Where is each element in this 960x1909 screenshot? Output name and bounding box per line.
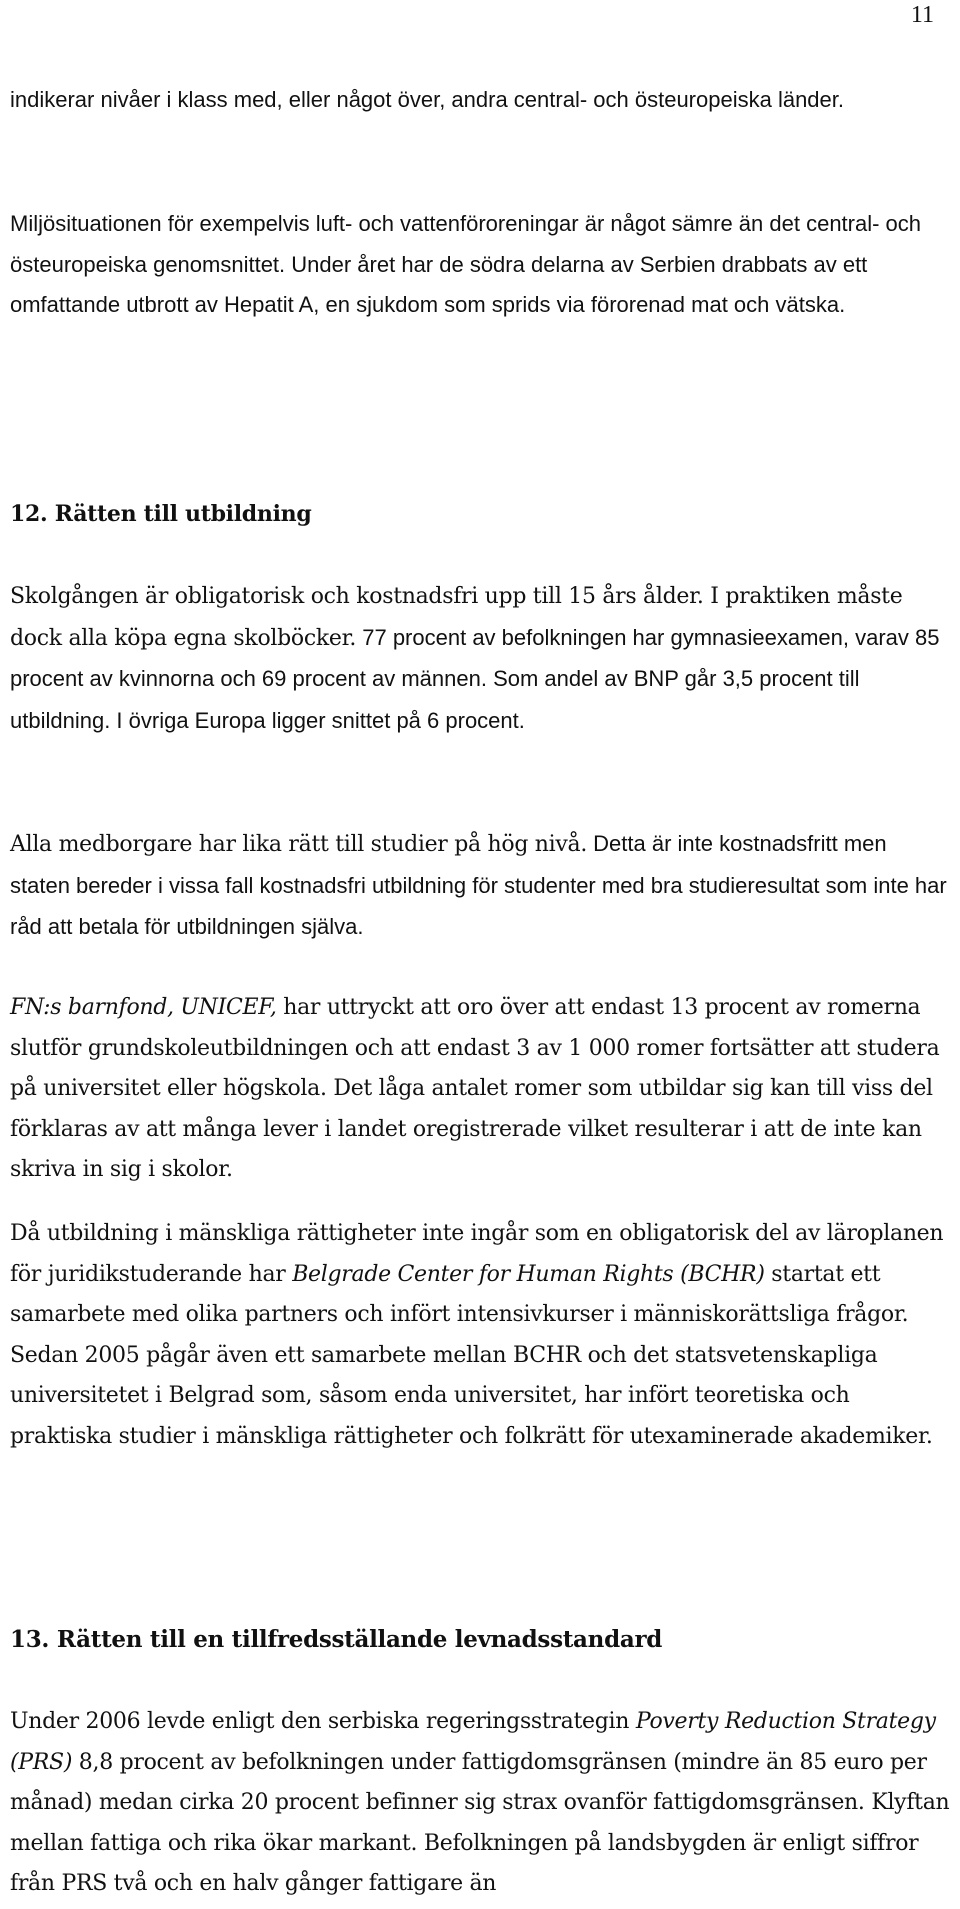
paragraph-poverty	[10, 1702, 950, 1905]
heading-section-12: 12. Rätten till utbildning	[10, 501, 312, 527]
paragraph-schooling-part-1: Skolgången är obligatorisk och kostnadsfri upp till 15 års ålder. I praktiken måste dock alla köpa egna skolböcker.	[10, 584, 903, 651]
paragraph-human-rights-education	[10, 1214, 950, 1457]
paragraph-poverty-before: Under 2006 levde enligt den serbiska regeringsstrategin	[10, 1709, 636, 1734]
paragraph-bchr-after: startat ett samarbete med olika partners och infört intensivkurser i människorättsliga frågor. Sedan 2005 pågår även ett samarbete mellan BCHR och det statsvetenskapliga universitetet i Belgrad som, såsom enda universitet, har infört teoretiska och praktiska studier i mänskliga rättigheter och folkrätt för utexaminerade akademiker.	[10, 1261, 933, 1449]
paragraph-poverty-after: 8,8 procent av befolkningen under fattigdomsgränsen (mindre än 85 euro per månad) medan cirka 20 procent befinner sig strax ovanför fattigdomsgränsen. Klyftan mellan fattiga och rika ökar markant. Befolkningen på landsbygden är enligt siffror från PRS två och en halv gånger fattigare än	[10, 1749, 950, 1896]
paragraph-bchr-before: Då utbildning i mänskliga rättigheter inte ingår som en obligatorisk del av läroplanen för juridikstuderande har	[10, 1221, 944, 1287]
prs-name: Poverty Reduction Strategy (PRS)	[10, 1709, 936, 1775]
paragraph-higher-education	[10, 824, 950, 949]
unicef-name: FN:s barnfond, UNICEF,	[10, 995, 277, 1020]
paragraph-higher-education-part-2: Detta är inte kostnadsfritt men staten bereder i vissa fall kostnadsfri utbildning för studenter med bra studieresultat som inte har råd att betala för utbildningen själva.	[10, 831, 947, 939]
bchr-name: Belgrade Center for Human Rights (BCHR)	[292, 1261, 765, 1287]
paragraph-higher-education-part-1: Alla medborgare har lika rätt till studier på hög nivå.	[10, 832, 588, 857]
paragraph-unicef	[10, 988, 950, 1191]
paragraph-unicef-text: har uttryckt att oro över att endast 13 procent av romerna slutför grundskoleutbildningen och att endast 3 av 1 000 romer fortsätter att studera på universitet eller högskola. Det låga antalet romer som utbildar sig kan till viss del förklaras av att många lever i landet oregistrerade vilket resulterar i att de inte kan skriva in sig i skolor.	[10, 995, 940, 1182]
heading-section-13: 13. Rätten till en tillfredsställande levnadsstandard	[10, 1626, 663, 1653]
paragraph-schooling	[10, 577, 950, 742]
page-number: 11	[910, 2, 934, 28]
paragraph-schooling-part-2: 77 procent av befolkningen har gymnasieexamen, varav 85 procent av kvinnorna och 69 procent av männen. Som andel av BNP går 3,5 procent till utbildning. I övriga Europa ligger snittet på 6 procent.	[10, 624, 940, 733]
paragraph-environment: Miljösituationen för exempelvis luft- och vattenföroreningar är något sämre än det central- och östeuropeiska genomsnittet. Under året har de södra delarna av Serbien drabbats av ett omfattande utbrott av Hepatit A, en sjukdom som sprids via förorenad mat och vätska.	[10, 211, 922, 317]
paragraph-region-summary: indikerar nivåer i klass med, eller något över, andra central- och östeuropeiska länder.	[10, 87, 845, 112]
